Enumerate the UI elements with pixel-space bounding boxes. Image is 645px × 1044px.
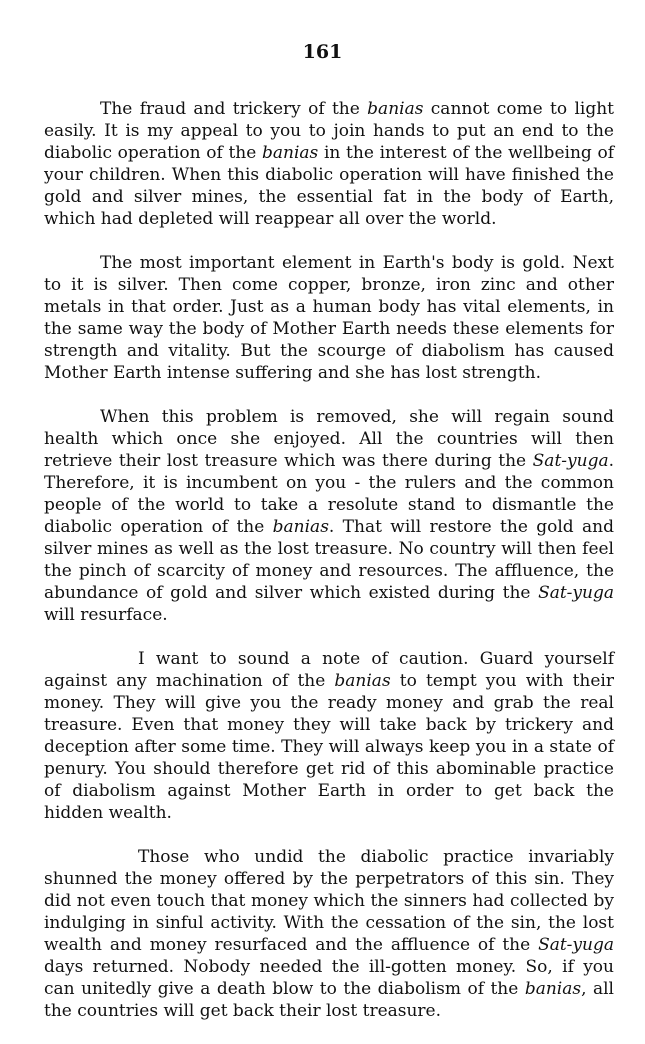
text-run: , all the countries will get back their lost treasure.: [44, 979, 614, 1021]
paragraph-5: [44, 846, 614, 1022]
italic-term: Sat-yuga: [538, 583, 614, 603]
paragraph-2: [44, 252, 614, 384]
text-run: . Therefore, it is incumbent on you - the rulers and the common people of the world to take a resolute stand to dismantle the diabolic operation of the: [44, 451, 614, 537]
italic-term: Sat-yuga: [532, 451, 609, 471]
italic-term: Sat-yuga: [538, 935, 614, 955]
text-run: When this problem is removed, she will regain sound health which once she enjoyed. All the countries will then retrieve their lost treasure which was there during the: [44, 407, 614, 471]
italic-term: banias: [524, 979, 582, 999]
text-run: Those who undid the diabolic practice invariably shunned the money offered by the perpetrators of this sin. They did not even touch that money which the sinners had collected by indulging in sinful activity. With the cessation of the sin, the lost wealth and money resurfaced and the affluence of the: [44, 847, 614, 955]
italic-term: banias: [367, 99, 424, 119]
text-run: The fraud and trickery of the: [100, 99, 368, 119]
text-run: in the interest of the wellbeing of your children. When this diabolic operation will have finished the gold and silver mines, the essential fat in the body of Earth, which had depleted will reappear all over the world.: [44, 143, 614, 229]
paragraph-3: [44, 406, 614, 626]
text-run: to tempt you with their money. They will give you the ready money and grab the real treasure. Even that money they will take back by trickery and deception after some time. They will always keep you in a state of penury. You should therefore get rid of this abominable practice of diabolism against Mother Earth in order to get back the hidden wealth.: [44, 671, 614, 823]
paragraph-4: [44, 648, 614, 824]
italic-term: banias: [272, 517, 329, 537]
text-run: The most important element in Earth's body is gold. Next to it is silver. Then come copper, bronze, iron zinc and other metals in that order. Just as a human body has vital elements, in the same way the body of Mother Earth needs these elements for strength and vitality. But the scourge of diabolism has caused Mother Earth intense suffering and she has lost strength.: [44, 253, 614, 383]
text-run: will resurface.: [44, 605, 168, 625]
text-run: cannot come to light easily. It is my appeal to you to join hands to put an end to the diabolic operation of the: [44, 99, 614, 163]
text-run: days returned. Nobody needed the ill-gotten money. So, if you can unitedly give a death blow to the diabolism of the: [44, 957, 614, 999]
italic-term: banias: [334, 671, 391, 691]
paragraph-1: [44, 98, 614, 230]
italic-term: banias: [262, 143, 319, 163]
page-number: 161: [302, 41, 343, 63]
text-run: . That will restore the gold and silver mines as well as the lost treasure. No country will then feel the pinch of scarcity of money and resources. The affluence, the abundance of gold and silver which existed during the: [44, 517, 614, 603]
text-run: I want to sound a note of caution. Guard yourself against any machination of the: [44, 649, 614, 691]
body-text: [44, 98, 614, 1044]
